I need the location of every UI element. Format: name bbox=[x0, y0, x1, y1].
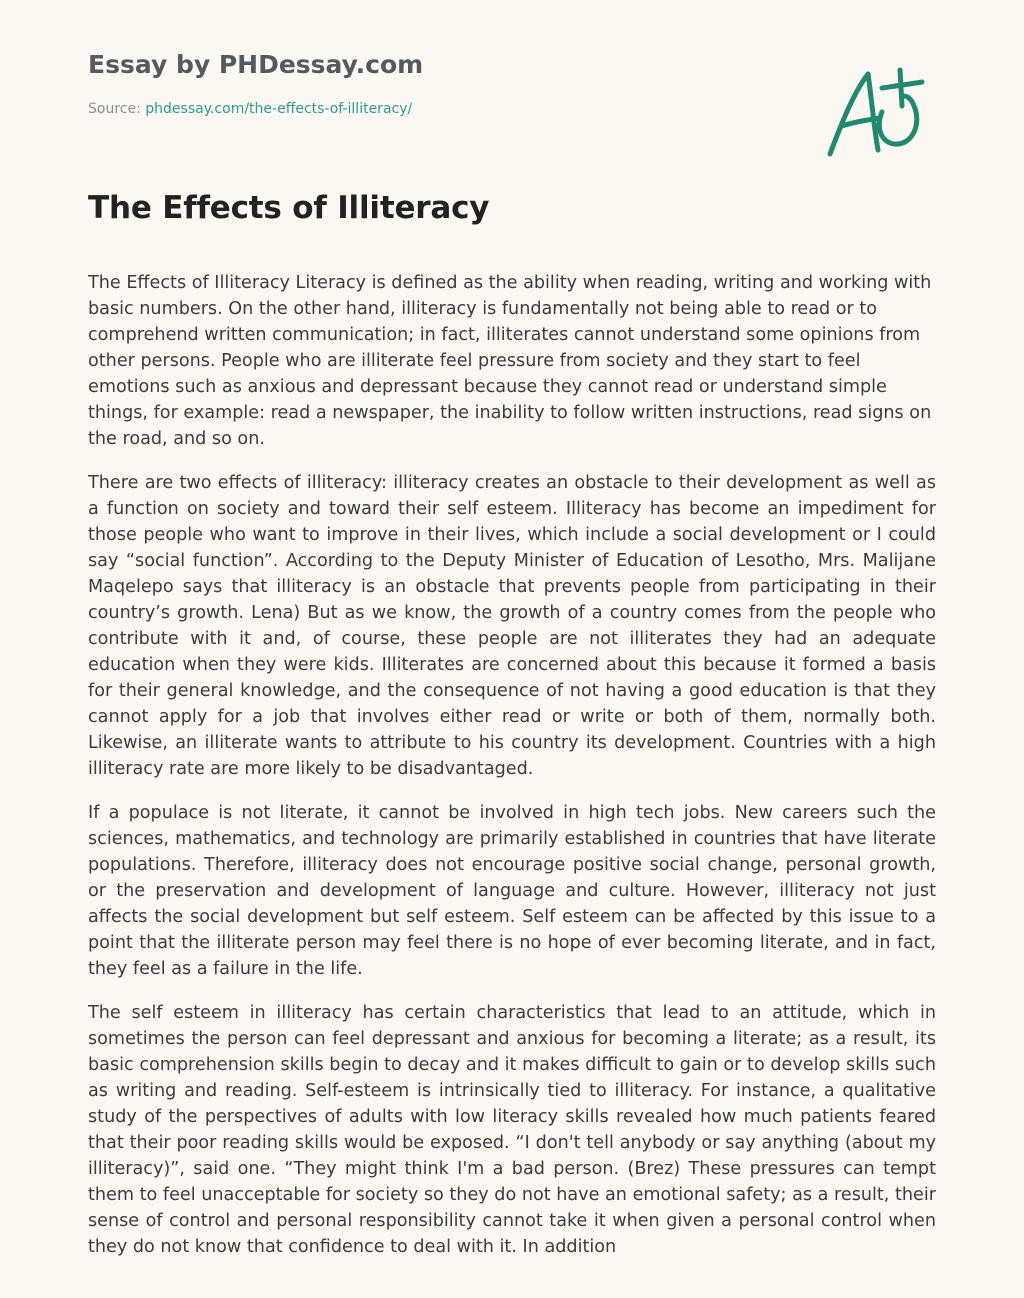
essay-title: The Effects of Illiteracy bbox=[88, 190, 490, 226]
essay-paragraph: If a populace is not literate, it cannot be involved in high tech jobs. New careers such the sciences, mathematics, and technology are primarily established in countries that have literate populations. Therefore, illiteracy does not encourage positive social change, personal growth, or the preservation and development of language and culture. However, illiteracy not just affects the social development but self esteem. Self esteem can be affected by this issue to a point that the illiterate person may feel there is no hope of ever becoming literate, and in fact, they feel as a failure in the life. bbox=[88, 803, 936, 979]
source-line bbox=[88, 101, 412, 117]
essay-body bbox=[88, 270, 936, 1278]
a-plus-logo-icon bbox=[820, 62, 930, 162]
source-link[interactable]: phdessay.com/the-effects-of-illiteracy/ bbox=[145, 101, 413, 117]
source-label: Source: bbox=[88, 101, 141, 117]
site-brand[interactable]: Essay by PHDessay.com bbox=[88, 50, 424, 79]
essay-paragraph: There are two effects of illiteracy: illiteracy creates an obstacle to their development as well as a function on society and toward their self esteem. Illiteracy has become an impediment for those people who want to improve in their lives, which include a social development or I could say “social function”. According to the Deputy Minister of Education of Lesotho, Mrs. Malijane Maqelepo says that illiteracy is an obstacle that prevents people from participating in their country’s growth. Lena) But as we know, the growth of a country comes from the people who contribute with it and, of course, these people are not illiterates they had an adequate education when they were kids. Illiterates are concerned about this because it formed a basis for their general knowledge, and the consequence of not having a good education is that they cannot apply for a job that involves either read or write or both of them, normally both. Likewise, an illiterate wants to attribute to his country its development. Countries with a high illiteracy rate are more likely to be disadvantaged. bbox=[88, 473, 936, 779]
essay-paragraph: The self esteem in illiteracy has certain characteristics that lead to an attitude, which in sometimes the person can feel depressant and anxious for becoming a literate; as a result, its basic comprehension skills begin to decay and it makes difficult to gain or to develop skills such as writing and reading. Self-esteem is intrinsically tied to illiteracy. For instance, a qualitative study of the perspectives of adults with low literacy skills revealed how much patients feared that their poor reading skills would be exposed. “I don't tell anybody or say anything (about my illiteracy)”, said one. “They might think I'm a bad person. (Brez) These pressures can tempt them to feel unacceptable for society so they do not have an emotional safety; as a result, their sense of control and personal responsibility cannot take it when given a personal control when they do not know that confidence to deal with it. In addition bbox=[88, 1003, 936, 1257]
essay-paragraph: The Effects of Illiteracy Literacy is defined as the ability when reading, writing and working with basic numbers. On the other hand, illiteracy is fundamentally not being able to read or to comprehend written communication; in fact, illiterates cannot understand some opinions from other persons. People who are illiterate feel pressure from society and they start to feel emotions such as anxious and depressant because they cannot read or understand simple things, for example: read a newspaper, the inability to follow written instructions, read signs on the road, and so on. bbox=[88, 273, 932, 449]
